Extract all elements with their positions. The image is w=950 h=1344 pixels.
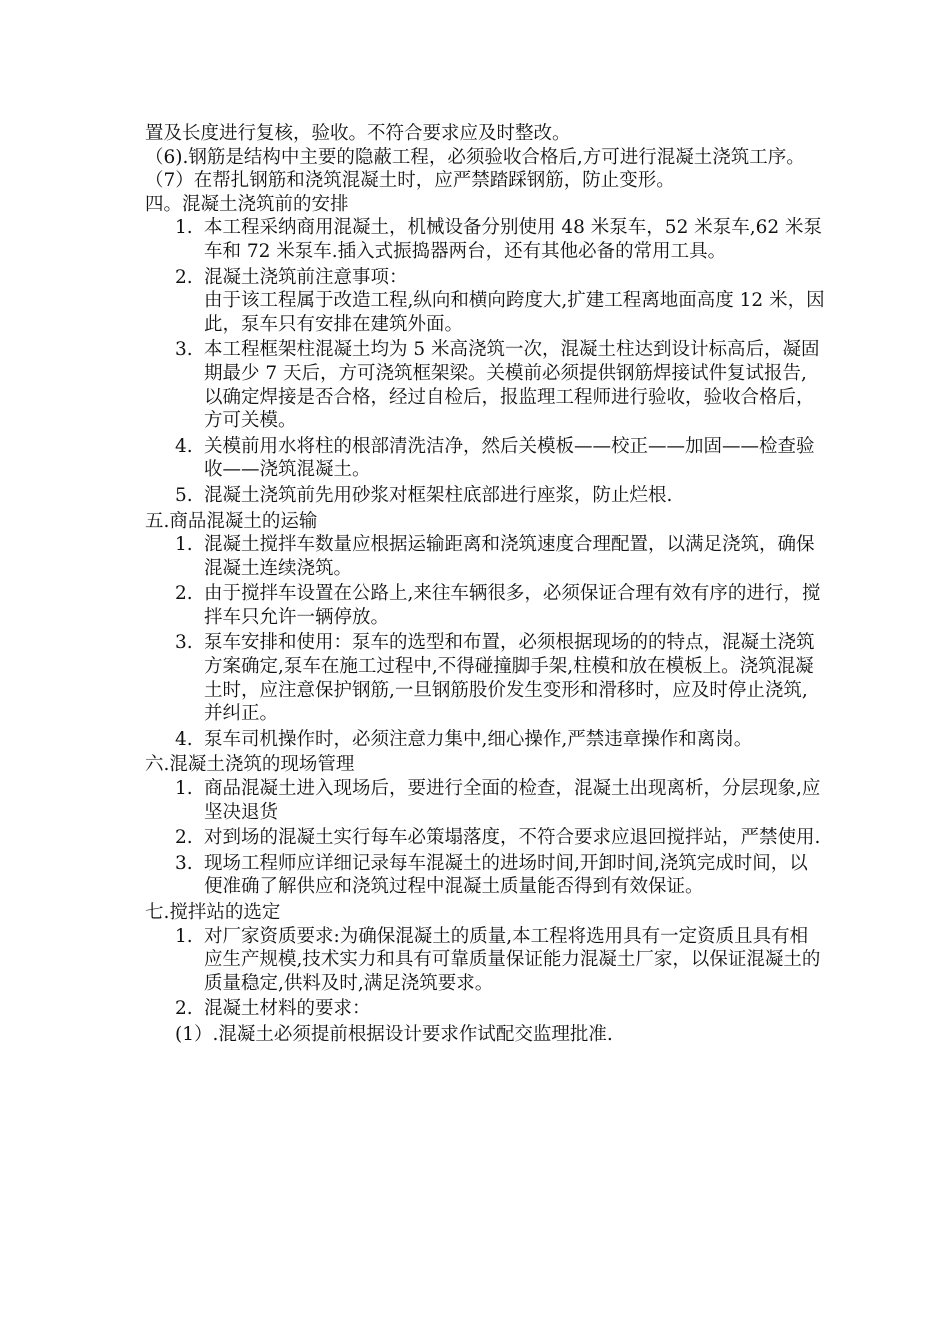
section-heading: 四。混凝土浇筑前的安排 xyxy=(145,193,349,215)
list-item-text: 混凝土浇筑前注意事项： xyxy=(204,266,408,288)
list-item-number: 3. xyxy=(175,632,193,654)
list-item-number: 3. xyxy=(175,339,193,361)
list-item-number: 5. xyxy=(175,484,193,506)
section-heading: 五.商品混凝土的运输 xyxy=(145,510,318,532)
list-item-number: 1. xyxy=(175,217,193,239)
list-item xyxy=(145,266,825,337)
list-item xyxy=(145,533,825,580)
list-item-text: 混凝土搅拌车数量应根据运输距离和浇筑速度合理配置，以满足浇筑，确保混凝土连续浇筑。 xyxy=(204,534,815,579)
numbered-list xyxy=(145,925,825,1021)
list-item-text: 泵车司机操作时，必须注意力集中,细心操作,严禁违章操作和离岗。 xyxy=(204,728,753,750)
list-item-text: 现场工程师应详细记录每车混凝土的进场时间,开卸时间,浇筑完成时间，以便准确了解供应和浇筑过程中混凝土质量能否得到有效保证。 xyxy=(204,852,808,898)
section-heading: 七.搅拌站的选定 xyxy=(145,902,281,923)
list-item xyxy=(145,338,825,432)
list-item-number: 1. xyxy=(175,534,193,556)
list-item xyxy=(145,216,825,263)
list-item-text: 由于该工程属于改造工程,纵向和横向跨度大,扩建工程离地面高度 12 米，因此，泵车只有安排在建筑外面。 xyxy=(204,290,825,335)
list-item-number: 2. xyxy=(175,827,193,849)
list-item-number: 2. xyxy=(175,266,193,288)
list-item-text: 本工程采纳商用混凝土，机械设备分别使用 48 米泵车，52 米泵车,62 米泵车和 72 米泵车.插入式振捣器两台，还有其他必备的常用工具。 xyxy=(204,217,823,262)
list-item-text: 由于搅拌车设置在公路上,来往车辆很多，必须保证合理有效有序的进行，搅拌车只允许一辆停放。 xyxy=(204,583,821,628)
list-item-text: 对厂家资质要求:为确保混凝土的质量,本工程将选用具有一定资质且具有相应生产规模,技术实力和具有可靠质量保证能力混凝土厂家，以保证混凝土的质量稳定,供料及时,满足浇筑要求。 xyxy=(204,925,821,994)
list-item-number: 1. xyxy=(175,925,193,947)
numbered-list xyxy=(145,777,825,899)
list-item xyxy=(145,435,825,482)
intro-paragraph-2: （6).钢筋是结构中主要的隐蔽工程，必须验收合格后,方可进行混凝土浇筑工序。 xyxy=(145,146,805,168)
list-item-number: 4. xyxy=(175,435,193,457)
list-item-number: 1. xyxy=(175,778,193,800)
list-item xyxy=(145,631,825,725)
list-item xyxy=(145,852,825,899)
list-item-text: 混凝土材料的要求： xyxy=(204,998,371,1020)
list-item xyxy=(145,777,825,824)
list-item xyxy=(145,582,825,629)
list-item-number: 2. xyxy=(175,998,193,1020)
list-item-number: 4. xyxy=(175,728,193,750)
list-item xyxy=(145,484,825,508)
list-item-text: 泵车安排和使用：泵车的选型和布置，必须根据现场的的特点，混凝土浇筑方案确定,泵车在施工过程中,不得碰撞脚手架,柱模和放在模板上。浇筑混凝土时，应注意保护钢筋,一旦钢筋股价发生变形和滑移时，应及时停止浇筑,并纠正。 xyxy=(204,632,815,725)
numbered-list xyxy=(145,216,825,507)
list-item xyxy=(145,728,825,752)
intro-paragraph-1: 置及长度进行复核，验收。不符合要求应及时整改。 xyxy=(145,123,571,144)
numbered-list xyxy=(145,533,825,751)
list-item xyxy=(145,997,825,1021)
section-heading: 六.混凝土浇筑的现场管理 xyxy=(145,754,355,776)
list-item-number: 2. xyxy=(175,583,193,605)
list-item xyxy=(145,826,825,850)
list-item-text: 商品混凝土进入现场后，要进行全面的检查，混凝土出现离析，分层现象,应坚决退货 xyxy=(204,778,821,823)
sub-paragraph: (1）.混凝土必须提前根据设计要求作试配交监理批准. xyxy=(175,1023,613,1045)
intro-paragraph-3: （7）在帮扎钢筋和浇筑混凝土时，应严禁踏踩钢筋，防止变形。 xyxy=(145,170,675,192)
document-body xyxy=(145,122,825,1047)
list-item xyxy=(145,925,825,996)
list-item-text: 混凝土浇筑前先用砂浆对框架柱底部进行座浆，防止烂根. xyxy=(204,484,673,506)
list-item-text: 本工程框架柱混凝土均为 5 米高浇筑一次，混凝土柱达到设计标高后，凝固期最少 7 天后，方可浇筑框架梁。关模前必须提供钢筋焊接试件复试报告,以确定焊接是否合格，经过自检后，报监理工程师进行验收，验收合格后，方可关模。 xyxy=(204,339,820,432)
list-item-text: 关模前用水将柱的根部清洗洁净，然后关模板——校正——加固——检查验收——浇筑混凝土。 xyxy=(204,435,815,481)
list-item-number: 3. xyxy=(175,852,193,874)
list-item-text: 对到场的混凝土实行每车必策塌落度，不符合要求应退回搅拌站，严禁使用. xyxy=(204,827,821,849)
